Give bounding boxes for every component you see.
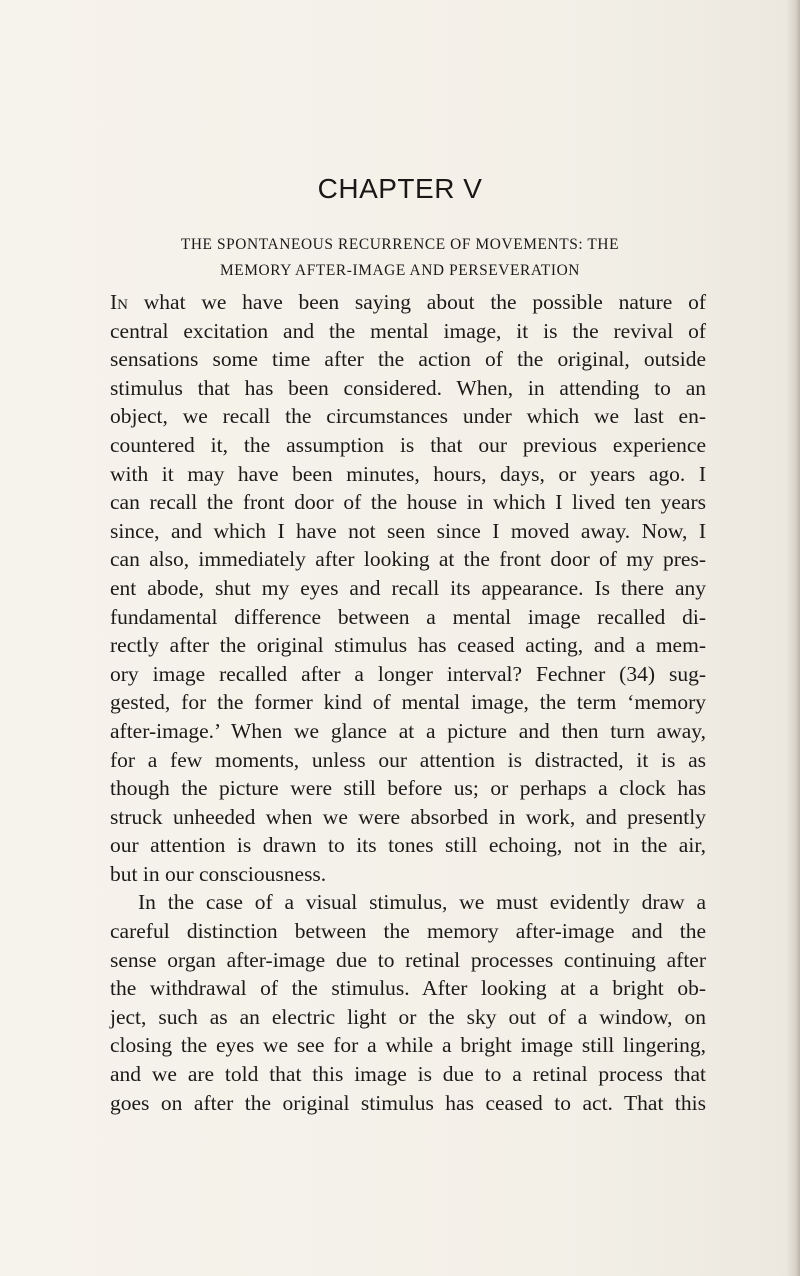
chapter-subtitle	[145, 232, 655, 284]
text-line: struck unheeded when we were absorbed in work, and presently	[110, 804, 706, 829]
text-line: since, and which I have not seen since I moved away. Now, I	[110, 518, 706, 543]
text-line: after-image.’ When we glance at a picture and then turn away,	[110, 718, 706, 743]
text-line: stimulus that has been considered. When, in attending to an	[110, 375, 706, 400]
text-line: object, we recall the circumstances under which we last en-	[110, 404, 706, 429]
text-line: closing the eyes we see for a while a bright image still lingering,	[110, 1033, 706, 1058]
text-line: sense organ after-image due to retinal processes continuing after	[110, 947, 706, 972]
text-line: ory image recalled after a longer interval? Fechner (34) sug-	[110, 661, 706, 686]
text-line: the withdrawal of the stimulus. After looking at a bright ob-	[110, 976, 706, 1001]
text-line: with it may have been minutes, hours, days, or years ago. I	[110, 461, 706, 486]
text-line: can recall the front door of the house in which I lived ten years	[110, 490, 706, 515]
text-line: can also, immediately after looking at the front door of my pres-	[110, 547, 706, 572]
chapter-subtitle-line: THE SPONTANEOUS RECURRENCE OF MOVEMENTS: THE	[180, 236, 620, 253]
opening-word: In	[110, 290, 128, 314]
text-line	[110, 288, 706, 317]
text-line: careful distinction between the memory after-image and the	[110, 919, 706, 944]
text-line: but in our consciousness.	[110, 861, 327, 886]
text-line: countered it, the assumption is that our previous experience	[110, 432, 706, 457]
text-line: In the case of a visual stimulus, we must evidently draw a	[138, 890, 706, 915]
text-line: rectly after the original stimulus has ceased acting, and a mem-	[110, 633, 706, 658]
paragraph-2	[110, 888, 706, 1117]
text-line: ject, such as an electric light or the sky out of a window, on	[110, 1004, 706, 1029]
text-line: central excitation and the mental image, it is the revival of	[110, 318, 706, 343]
text-line: sensations some time after the action of the original, outside	[110, 347, 706, 372]
chapter-subtitle-line: MEMORY AFTER-IMAGE AND PERSEVERATION	[219, 262, 581, 279]
text-line: and we are told that this image is due to a retinal process that	[110, 1062, 706, 1087]
paragraph-1	[110, 288, 706, 888]
text-line-rest: what we have been saying about the possible nature of	[128, 290, 706, 314]
text-line: goes on after the original stimulus has ceased to act. That this	[110, 1090, 706, 1115]
body-text	[110, 288, 706, 1117]
text-line: our attention is drawn to its tones still echoing, not in the air,	[110, 833, 706, 858]
text-line: for a few moments, unless our attention is distracted, it is as	[110, 747, 706, 772]
text-line: gested, for the former kind of mental image, the term ‘memory	[110, 690, 706, 715]
chapter-title: CHAPTER V	[317, 173, 483, 204]
text-line: ent abode, shut my eyes and recall its appearance. Is there any	[110, 575, 706, 600]
text-line: fundamental difference between a mental image recalled di-	[110, 604, 706, 629]
text-line: though the picture were still before us; or perhaps a clock has	[110, 776, 706, 801]
